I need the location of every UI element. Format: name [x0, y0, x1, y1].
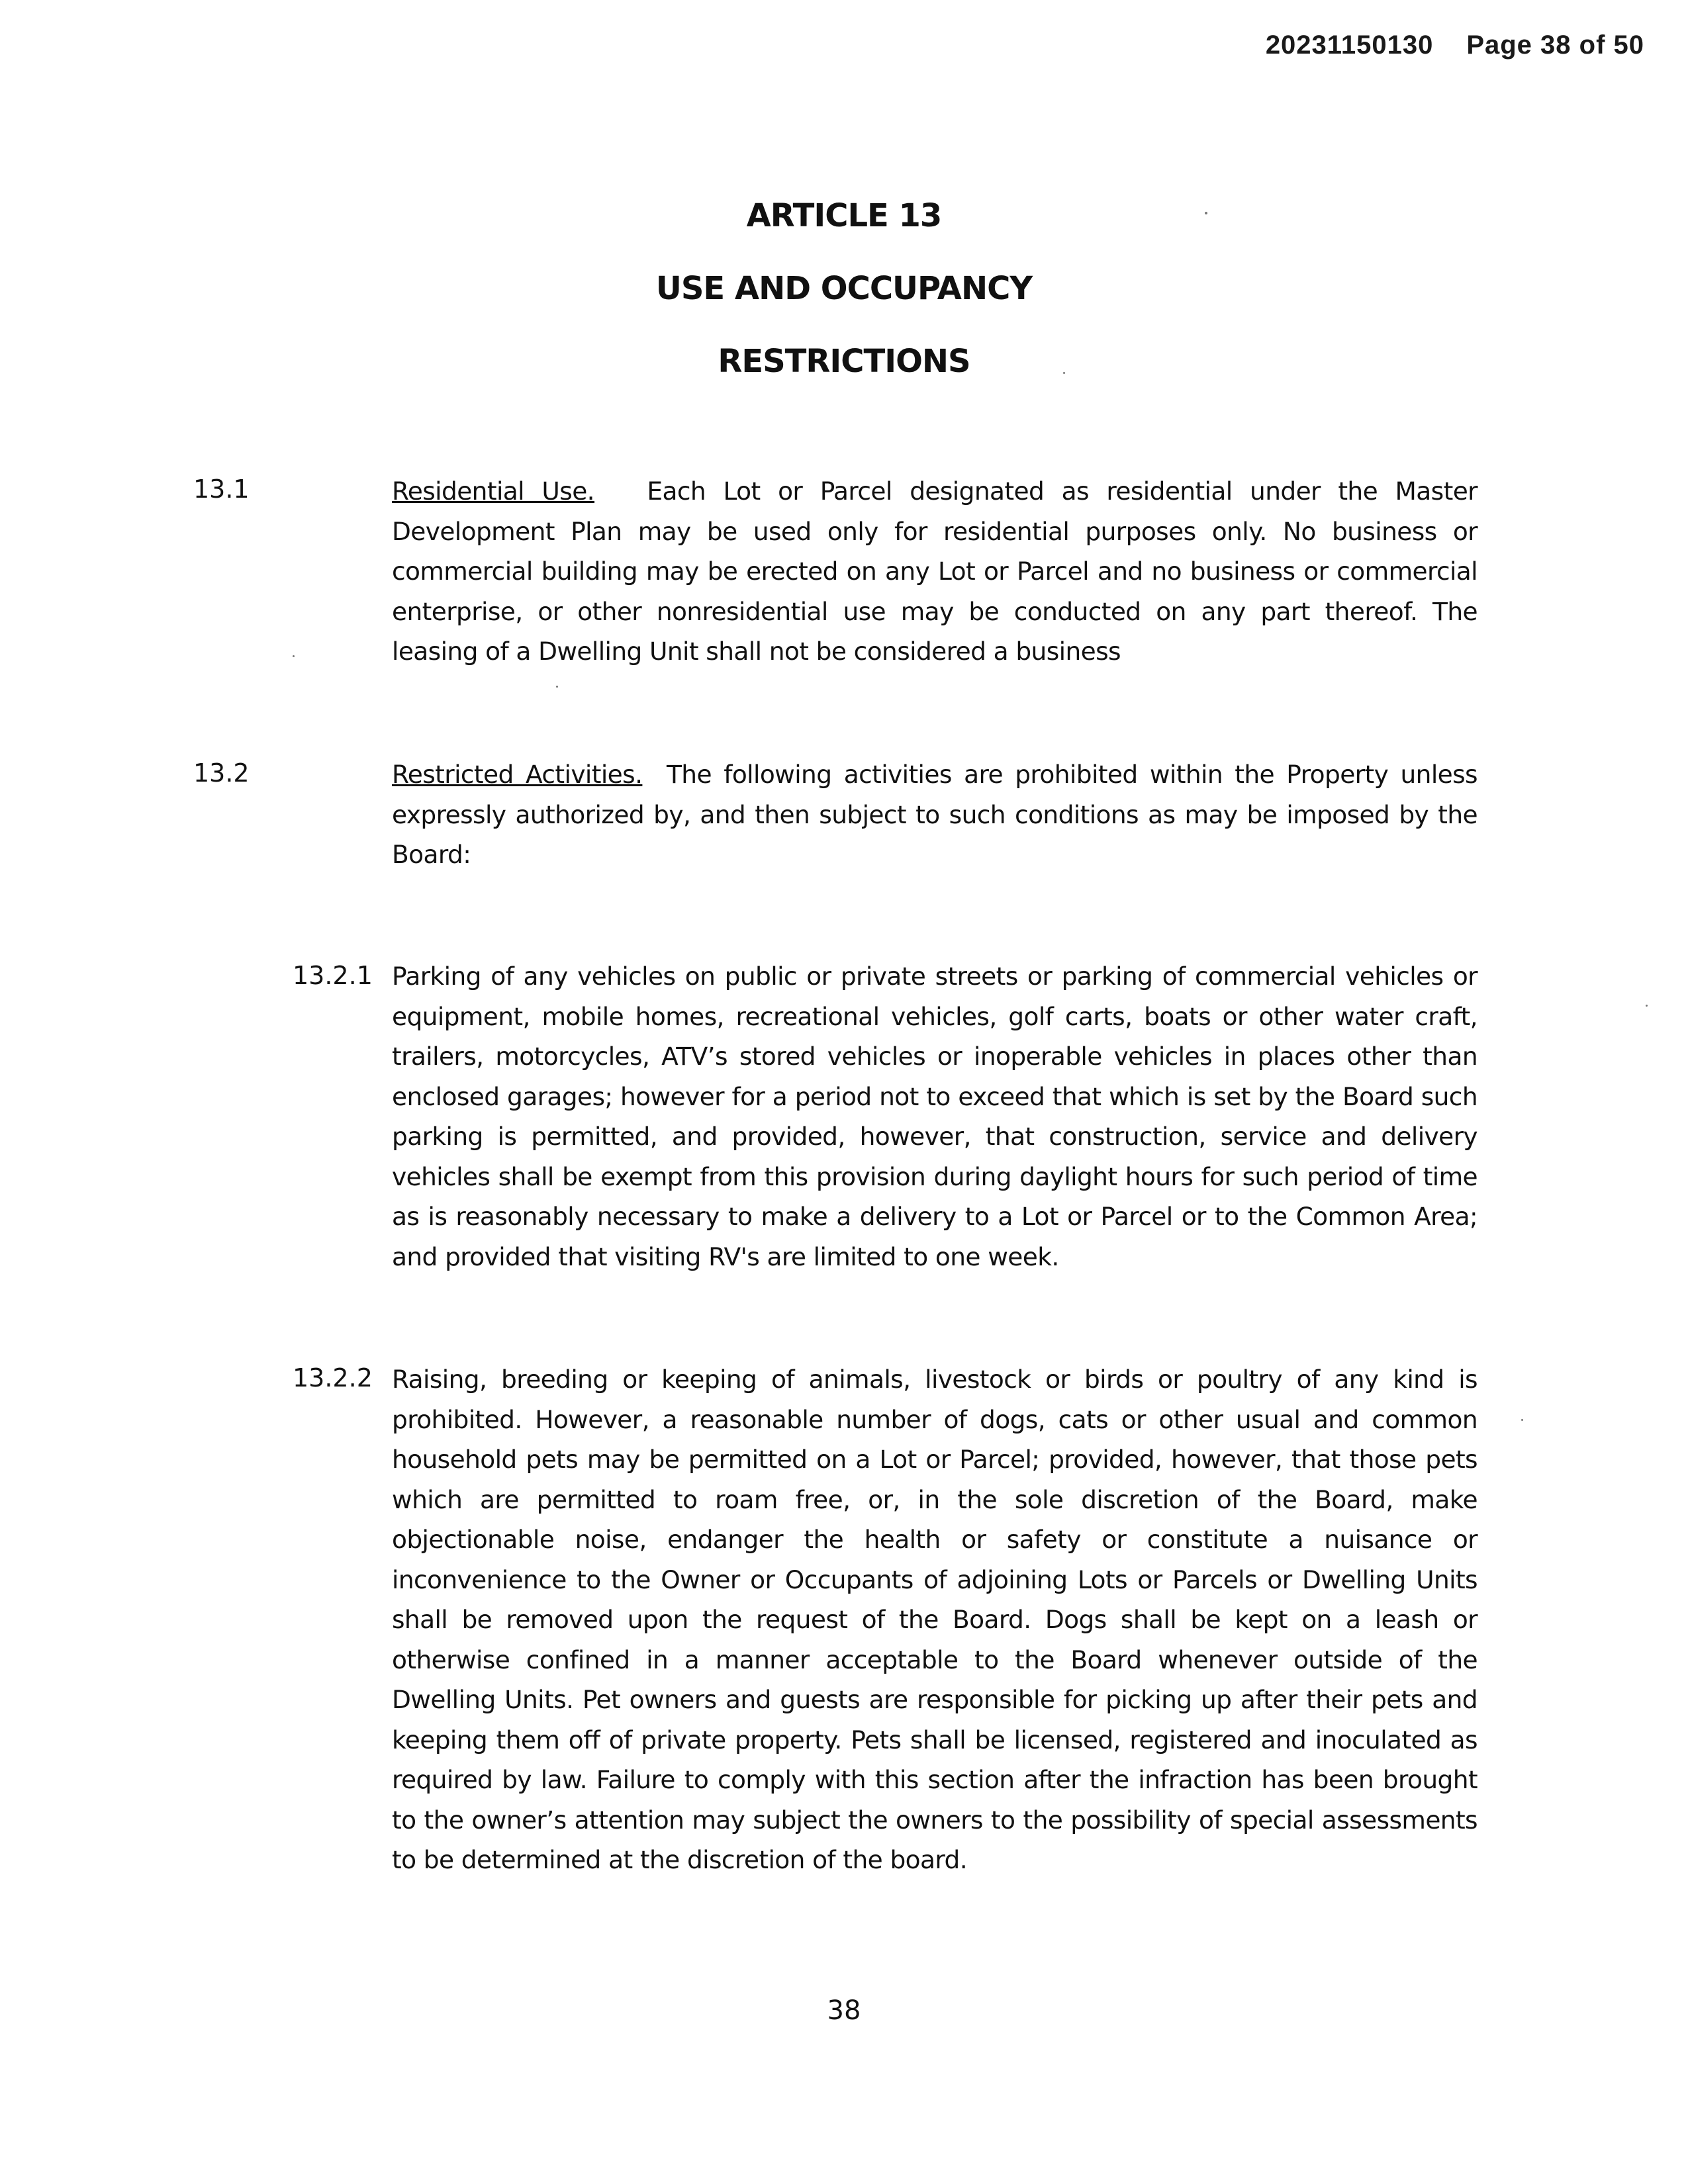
section-body: Parking of any vehicles on public or private streets or parking of commercial vehicles or equipment, mobile homes, recreational vehicles, golf carts, boats or other water craft, trailers, motorcycles, ATV’s stored vehicles or inoperable vehicles in places other than enclosed garages; however for a period not to exceed that which is set by the Board such parking is permitted, and provided, however, that construction, service and delivery vehicles shall be exempt from this provision during daylight hours for such period of time as is reasonably necessary to make a delivery to a Lot or Parcel or to the Common Area; and provided that visiting RV's are limited to one week. [392, 962, 1477, 1271]
scan-speck [1646, 1005, 1648, 1007]
document-number: 20231150130 [1265, 30, 1434, 60]
section-heading: Residential Use. [392, 477, 595, 506]
section-text [392, 754, 1477, 875]
page-number: 38 [827, 1995, 861, 2026]
scan-speck [1205, 212, 1207, 214]
article-title: USE AND OCCUPANCY [655, 270, 1033, 307]
section-body: Each Lot or Parcel designated as residential under the Master Development Plan may be used only for residential purposes only. No business or commercial building may be erected on any Lot or Parcel and no business or commercial enterprise, or other nonresidential use may be conducted on any part thereof. The leasing of a Dwelling Unit shall not be considered a business [392, 477, 1478, 666]
section-heading: Restricted Activities. [392, 760, 643, 789]
page-of-label: Page 38 of 50 [1466, 30, 1644, 60]
section-number: 13.2.2 [293, 1363, 373, 1392]
scan-speck [1063, 372, 1065, 374]
article-subtitle: RESTRICTIONS [718, 343, 970, 380]
scan-speck [556, 686, 558, 688]
section-number: 13.1 [193, 475, 250, 504]
section-body: Raising, breeding or keeping of animals, livestock or birds or poultry of any kind is prohibited. However, a reasonable number of dogs, cats or other usual and common household pets may be permitted on a Lot or Parcel; provided, however, that those pets which are permitted to roam free, or, in the sole discretion of the Board, make objectionable noise, endanger the health or safety or constitute a nuisance or inconvenience to the Owner or Occupants of adjoining Lots or Parcels or Dwelling Units shall be removed upon the request of the Board. Dogs shall be kept on a leash or otherwise confined in a manner acceptable to the Board whenever outside of the Dwelling Units. Pet owners and guests are responsible for picking up after their pets and keeping them off of private property. Pets shall be licensed, registered and inoculated as required by law. Failure to comply with this section after the infraction has been brought to the owner’s attention may subject the owners to the possibility of special assessments to be determined at the discretion of the board. [392, 1365, 1477, 1874]
scan-speck [1521, 1419, 1523, 1421]
article-number: ARTICLE 13 [746, 197, 942, 234]
recording-stamp [1266, 30, 1644, 60]
section-number: 13.2 [193, 758, 250, 788]
section-text [392, 956, 1477, 1277]
section-number: 13.2.1 [293, 961, 373, 990]
section-text [392, 1359, 1477, 1880]
scan-speck [293, 655, 295, 657]
section-body: The following activities are prohibited within the Property unless expressly authorized by, and then subject to such conditions as may be imposed by the Board: [392, 760, 1477, 869]
section-text [392, 471, 1477, 672]
